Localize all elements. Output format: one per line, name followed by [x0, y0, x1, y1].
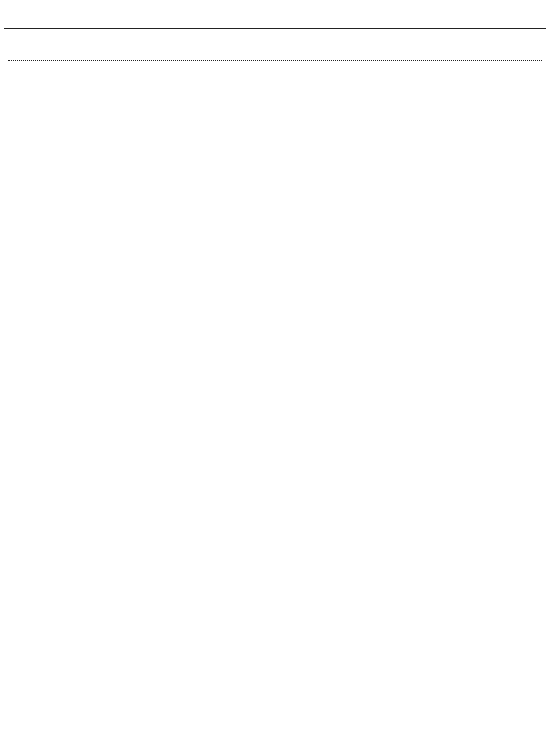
- dot-leader: [8, 60, 542, 61]
- table-of-contents: [0, 42, 550, 86]
- bibliography-entry: [6, 64, 544, 86]
- page-header: [4, 4, 546, 29]
